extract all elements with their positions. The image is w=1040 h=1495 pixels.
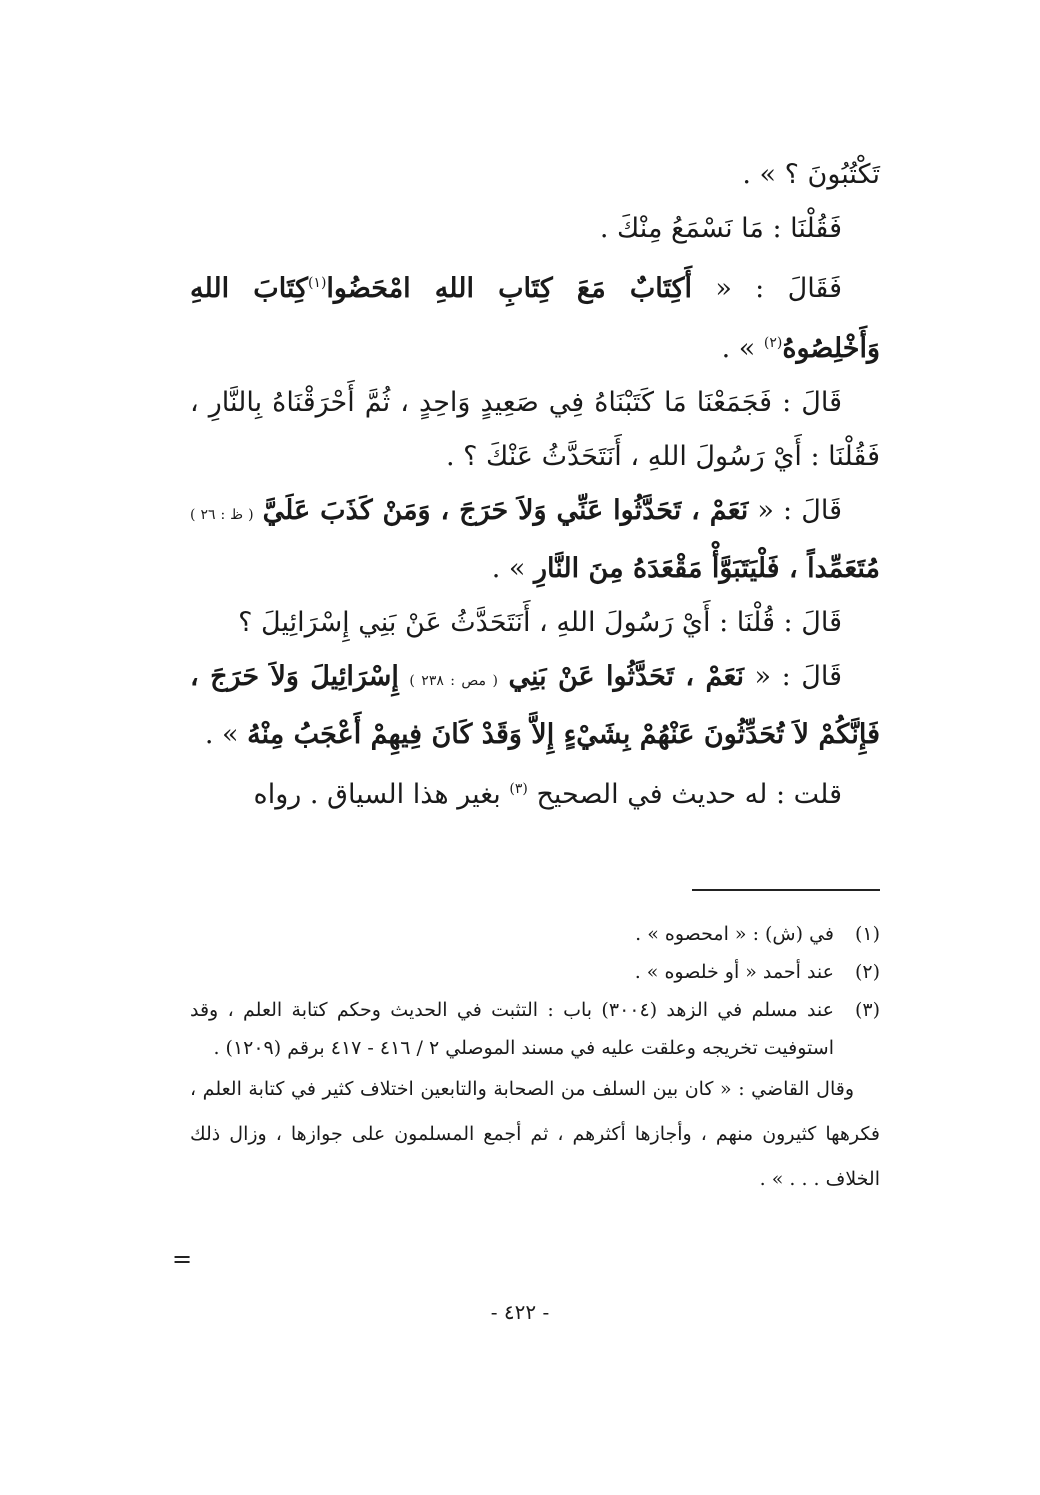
manuscript-marker-z: ( ظ : ٢٦ ) (190, 507, 254, 523)
para8-text-cont: بغير هذا السياق . رواه (253, 779, 510, 810)
footnote-3-continuation: وقال القاضي : « كان بين السلف من الصحابة والتابعين اختلاف كثير في كتابة العلم ، فكرهها كثيرون منهم ، وأجازها أكثرهم ، ثم أجمع المسلمون على جوازها ، وزال ذلك الخلاف . . . » . (190, 1078, 880, 1190)
para5-intro: قَالَ : « (748, 495, 842, 526)
paragraph-4: قَالَ : فَجَمَعْنَا مَا كَتَبْنَاهُ فِي صَعِيدٍ وَاحِدٍ ، ثُمَّ أَحْرَقْنَاهُ بِالنَّارِ ، فَقُلْنَا : أَيْ رَسُولَ اللهِ ، أَنَتَحَدَّثُ عَنْكَ ؟ . (190, 387, 880, 472)
footnote-1 (190, 915, 880, 953)
paragraph-7 (190, 650, 880, 762)
para5-hadith-cont: مُتَعَمِّداً ، فَلْيَتَبَوَّأْ مَقْعَدَهُ مِنَ النَّارِ (534, 553, 880, 584)
para8-text: قلت : له حديث في الصحيح (536, 779, 842, 810)
footnote-number: (١) (854, 923, 880, 945)
para5-hadith: نَعَمْ ، تَحَدَّثُوا عَنِّي وَلاَ حَرَجَ ، وَمَنْ كَذَبَ عَلَيَّ (262, 495, 749, 526)
text-line-1: تَكْتُبُونَ ؟ » . (742, 159, 880, 190)
paragraph-3 (190, 256, 880, 376)
footnotes (190, 915, 880, 1202)
para5-end: » . (491, 553, 534, 584)
footnote-separator (692, 889, 880, 891)
footnote-number: (٣) (854, 999, 880, 1021)
paragraph-8 (190, 762, 880, 822)
footnote-ref-2: (٢) (763, 335, 783, 351)
para7-hadith: نَعَمْ ، تَحَدَّثُوا عَنْ بَنِي (508, 661, 745, 692)
manuscript-marker-ms: ( مص : ٢٣٨ ) (409, 673, 498, 689)
footnote-3 (190, 991, 880, 1067)
continuation-mark: = (172, 1245, 193, 1273)
para3-hadith-cont: كِتَابَ اللهِ وَأَخْلِصُوهُ (190, 273, 880, 364)
para7-end: » . (204, 719, 248, 750)
footnote-ref-3: (٣) (509, 781, 528, 797)
footnote-text: عند مسلم في الزهد (٣٠٠٤) باب : التثبت في الحديث وحكم كتابة العلم ، وقد استوفيت تخريجه وعلقت عليه في مسند الموصلي ٢ / ٤١٦ - ٤١٧ برقم (١٢٠٩) . (190, 999, 835, 1059)
footnote-text: في (ش) : « امحصوه » . (635, 923, 834, 945)
para7-intro: قَالَ : « (744, 661, 842, 692)
footnote-text: عند أحمد « أو خلصوه » . (634, 961, 834, 983)
para7-hadith-cont: إِسْرَائِيلَ وَلاَ حَرَجَ ، فَإِنَّكُمْ لاَ تُحَدِّثُونَ عَنْهُمْ بِشَيْءٍ إِلاَّ وَقَدْ كَانَ فِيهِمْ أَعْجَبُ مِنْهُ (190, 661, 880, 750)
paragraph-5 (190, 484, 880, 596)
footnote-number: (٢) (854, 961, 880, 983)
text-line-2: فَقُلْنَا : مَا نَسْمَعُ مِنْكَ . (599, 213, 842, 244)
main-text (190, 148, 880, 822)
para3-hadith: أَكِتَابٌ مَعَ كِتَابِ اللهِ امْحَضُوا (326, 273, 692, 304)
footnote-ref-1: (١) (307, 275, 327, 291)
paragraph-6: قَالَ : قُلْنَا : أَيْ رَسُولَ اللهِ ، أَنَتَحَدَّثُ عَنْ بَنِي إِسْرَائِيلَ ؟ (238, 607, 842, 638)
para3-intro: فَقَالَ : « (692, 273, 842, 304)
footnote-2 (190, 953, 880, 991)
page-number: - ٤٢٢ - (490, 1300, 550, 1324)
para3-end: » . (721, 333, 764, 364)
